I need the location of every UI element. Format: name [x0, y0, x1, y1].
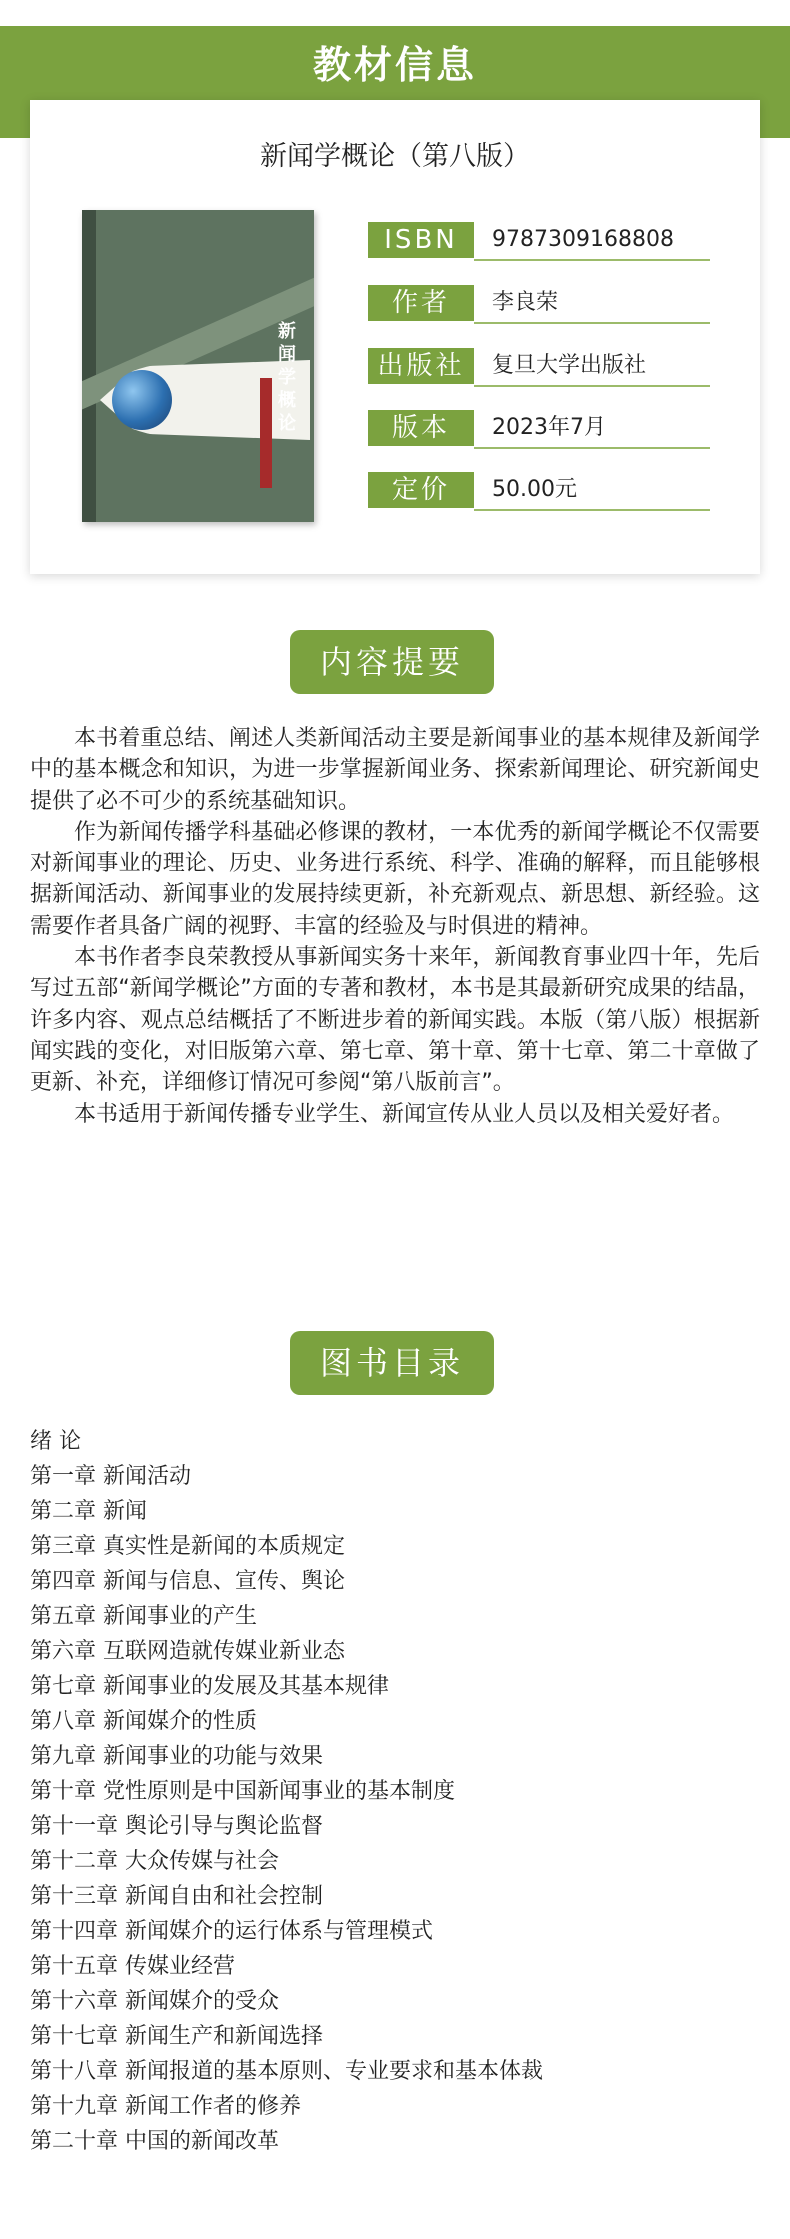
divider: [474, 385, 710, 387]
info-row-publisher: [368, 348, 710, 384]
toc-item: 第二章 新闻: [30, 1499, 147, 1524]
toc-item: 第四章 新闻与信息、宣传、舆论: [30, 1569, 345, 1594]
toc-item: 第十六章 新闻媒介的受众: [30, 1989, 279, 2014]
toc-item: 第十一章 舆论引导与舆论监督: [30, 1814, 323, 1839]
toc-item: 第九章 新闻事业的功能与效果: [30, 1744, 323, 1769]
toc-item: 第一章 新闻活动: [30, 1464, 191, 1489]
globe-icon: [112, 370, 172, 430]
toc-item: 第十章 党性原则是中国新闻事业的基本制度: [30, 1779, 455, 1804]
info-row-isbn: [368, 222, 710, 258]
toc-item: 第十八章 新闻报道的基本原则、专业要求和基本体裁: [30, 2059, 543, 2084]
author-value: 李良荣: [492, 290, 559, 315]
cover-red-bar: [260, 378, 272, 488]
toc-item: 绪 论: [30, 1429, 81, 1454]
summary-paragraph: 本书着重总结、阐述人类新闻活动主要是新闻事业的基本规律及新闻学中的基本概念和知识，为进一步掌握新闻业务、探索新闻理论、研究新闻史提供了必不可少的系统基础知识。: [30, 726, 760, 814]
summary-paragraph: 本书适用于新闻传播专业学生、新闻宣传从业人员以及相关爱好者。: [74, 1101, 735, 1127]
toc-item: 第十五章 传媒业经营: [30, 1954, 235, 1979]
divider: [474, 447, 710, 449]
summary-paragraph: 本书作者李良荣教授从事新闻实务十来年，新闻教育事业四十年，先后写过五部“新闻学概论”方面的专著和教材，本书是其最新研究成果的结晶，许多内容、观点总结概括了不断进步着的新闻实践。本版（第八版）根据新闻实践的变化，对旧版第六章、第七章、第十章、第十七章、第二十章做了更新、补充，详细修订情况可参阅“第八版前言”。: [30, 945, 760, 1096]
cover-spine: [82, 210, 96, 522]
table-of-contents: [30, 1424, 760, 2159]
toc-item: 第二十章 中国的新闻改革: [30, 2129, 279, 2154]
summary-heading: 内容提要: [290, 630, 494, 694]
book-title: 新闻学概论（第八版）: [260, 141, 530, 172]
price-value: 50.00元: [492, 477, 577, 502]
toc-item: 第六章 互联网造就传媒业新业态: [30, 1639, 345, 1664]
publisher-value: 复旦大学出版社: [492, 353, 647, 378]
summary-text: [30, 723, 760, 1130]
toc-heading: 图书目录: [290, 1331, 494, 1395]
divider: [474, 259, 710, 261]
book-cover-image: [82, 210, 314, 522]
toc-item: 第十二章 大众传媒与社会: [30, 1849, 279, 1874]
edition-value: 2023年7月: [492, 415, 606, 440]
book-info-card: [30, 100, 760, 574]
publisher-label: 出版社: [368, 348, 474, 384]
edition-label: 版本: [368, 410, 474, 446]
price-label: 定价: [368, 472, 474, 508]
divider: [474, 322, 710, 324]
toc-item: 第十三章 新闻自由和社会控制: [30, 1884, 323, 1909]
cover-title: 新闻学概论: [278, 321, 296, 434]
info-row-price: [368, 472, 710, 508]
page-title: 教材信息: [312, 43, 477, 87]
summary-paragraph: 作为新闻传播学科基础必修课的教材，一本优秀的新闻学概论不仅需要对新闻事业的理论、历史、业务进行系统、科学、准确的解释，而且能够根据新闻活动、新闻事业的发展持续更新，补充新观点、新思想、新经验。这需要作者具备广阔的视野、丰富的经验及与时俱进的精神。: [30, 819, 760, 939]
toc-item: 第十九章 新闻工作者的修养: [30, 2094, 301, 2119]
toc-item: 第三章 真实性是新闻的本质规定: [30, 1534, 345, 1559]
info-row-author: [368, 285, 710, 321]
divider: [474, 509, 710, 511]
toc-item: 第五章 新闻事业的产生: [30, 1604, 257, 1629]
isbn-value: 9787309168808: [492, 227, 674, 252]
toc-item: 第十四章 新闻媒介的运行体系与管理模式: [30, 1919, 433, 1944]
isbn-label: ISBN: [368, 222, 474, 258]
toc-item: 第七章 新闻事业的发展及其基本规律: [30, 1674, 389, 1699]
toc-item: 第八章 新闻媒介的性质: [30, 1709, 257, 1734]
author-label: 作者: [368, 285, 474, 321]
toc-item: 第十七章 新闻生产和新闻选择: [30, 2024, 323, 2049]
info-row-edition: [368, 410, 710, 446]
